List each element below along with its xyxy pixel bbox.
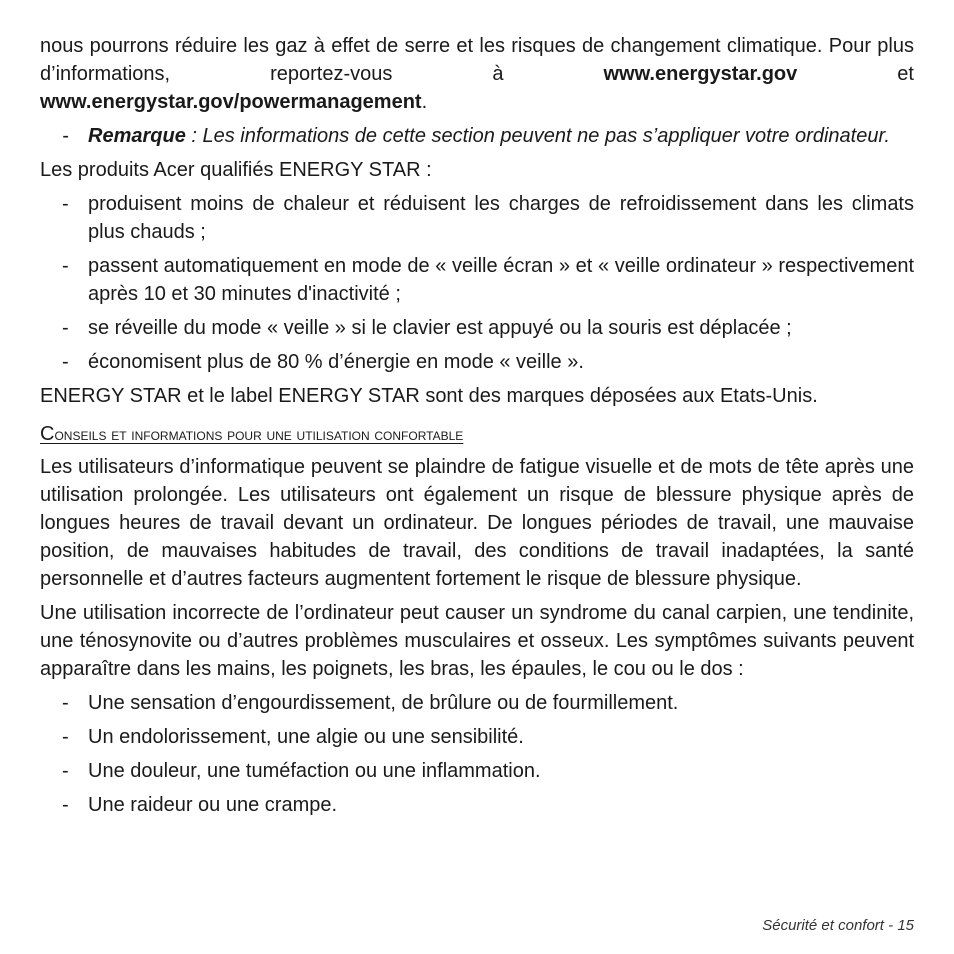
products-list xyxy=(40,190,914,376)
body-paragraph-1: Les utilisateurs d’informatique peuvent se plaindre de fatigue visuelle et de mots de tête après une utilisation prolongée. Les utilisateurs ont également un risque de blessure physique après de longues heures de travail devant un ordinateur. De longues périodes de travail, une mauvaise position, de mauvaises habitudes de travail, des conditions de travail inadaptées, la santé personnelle et d’autres facteurs augmentent fortement le risque de blessure physique. xyxy=(40,456,914,590)
note-list xyxy=(40,122,914,150)
dash-marker: - xyxy=(62,760,69,782)
list-item: - produisent moins de chaleur et réduisent les charges de refroidissement dans les climats plus chauds ; xyxy=(40,190,914,246)
dash-marker: - xyxy=(62,255,69,277)
symptoms-list xyxy=(40,689,914,819)
dash-marker: - xyxy=(62,794,69,816)
note-item xyxy=(40,122,914,150)
dash-marker: - xyxy=(62,317,69,339)
list-item: - se réveille du mode « veille » si le clavier est appuyé ou la souris est déplacée ; xyxy=(40,314,914,342)
intro-paragraph: nous pourrons réduire les gaz à effet de serre et les risques de changement climatique. Pour plus d’informations, reportez-vous à www.energystar.gov et www.energystar.gov/powermanagement. xyxy=(40,35,915,113)
products-intro: Les produits Acer qualifiés ENERGY STAR : xyxy=(40,159,432,181)
link-energystar[interactable]: www.energystar.gov xyxy=(603,63,798,85)
link-powermanagement[interactable]: www.energystar.gov/powermanagement xyxy=(40,91,422,113)
list-item: - économisent plus de 80 % d’énergie en mode « veille ». xyxy=(40,348,914,376)
page-footer xyxy=(762,916,914,936)
dash-marker: - xyxy=(62,726,69,748)
section-heading: Conseils et informations pour une utilisation confortable xyxy=(40,423,464,445)
list-item: - Un endolorissement, une algie ou une sensibilité. xyxy=(40,723,914,751)
list-item: - Une sensation d’engourdissement, de brûlure ou de fourmillement. xyxy=(40,689,914,717)
note-label: Remarque xyxy=(88,125,186,147)
page-content xyxy=(40,32,914,819)
trademark-text: ENERGY STAR et le label ENERGY STAR sont des marques déposées aux Etats-Unis. xyxy=(40,385,818,407)
body-paragraph-2: Une utilisation incorrecte de l’ordinateur peut causer un syndrome du canal carpien, une tendinite, une ténosynovite ou d’autres problèmes musculaires et osseux. Les symptômes suivants peuvent apparaître dans les mains, les poignets, les bras, les épaules, le cou ou le dos : xyxy=(40,602,914,680)
dash-marker: - xyxy=(62,193,69,215)
list-item: - passent automatiquement en mode de « veille écran » et « veille ordinateur » respectivement après 10 et 30 minutes d'inactivité ; xyxy=(40,252,914,308)
intro-line-2: Pour plus d’informations, reportez-vous à www.energystar.gov et xyxy=(40,35,915,85)
list-item: - Une raideur ou une crampe. xyxy=(40,791,914,819)
page-number: 15 xyxy=(897,917,914,934)
note-text: : Les informations de cette section peuvent ne pas s’appliquer votre ordinateur. xyxy=(185,125,890,147)
footer-section: Sécurité et confort - xyxy=(762,917,894,934)
intro-line-1: nous pourrons réduire les gaz à effet de serre et les risques de changement climatique. xyxy=(40,35,823,57)
dash-marker: - xyxy=(62,351,69,373)
list-item: - Une douleur, une tuméfaction ou une inflammation. xyxy=(40,757,914,785)
dash-marker: - xyxy=(62,125,69,147)
dash-marker: - xyxy=(62,692,69,714)
